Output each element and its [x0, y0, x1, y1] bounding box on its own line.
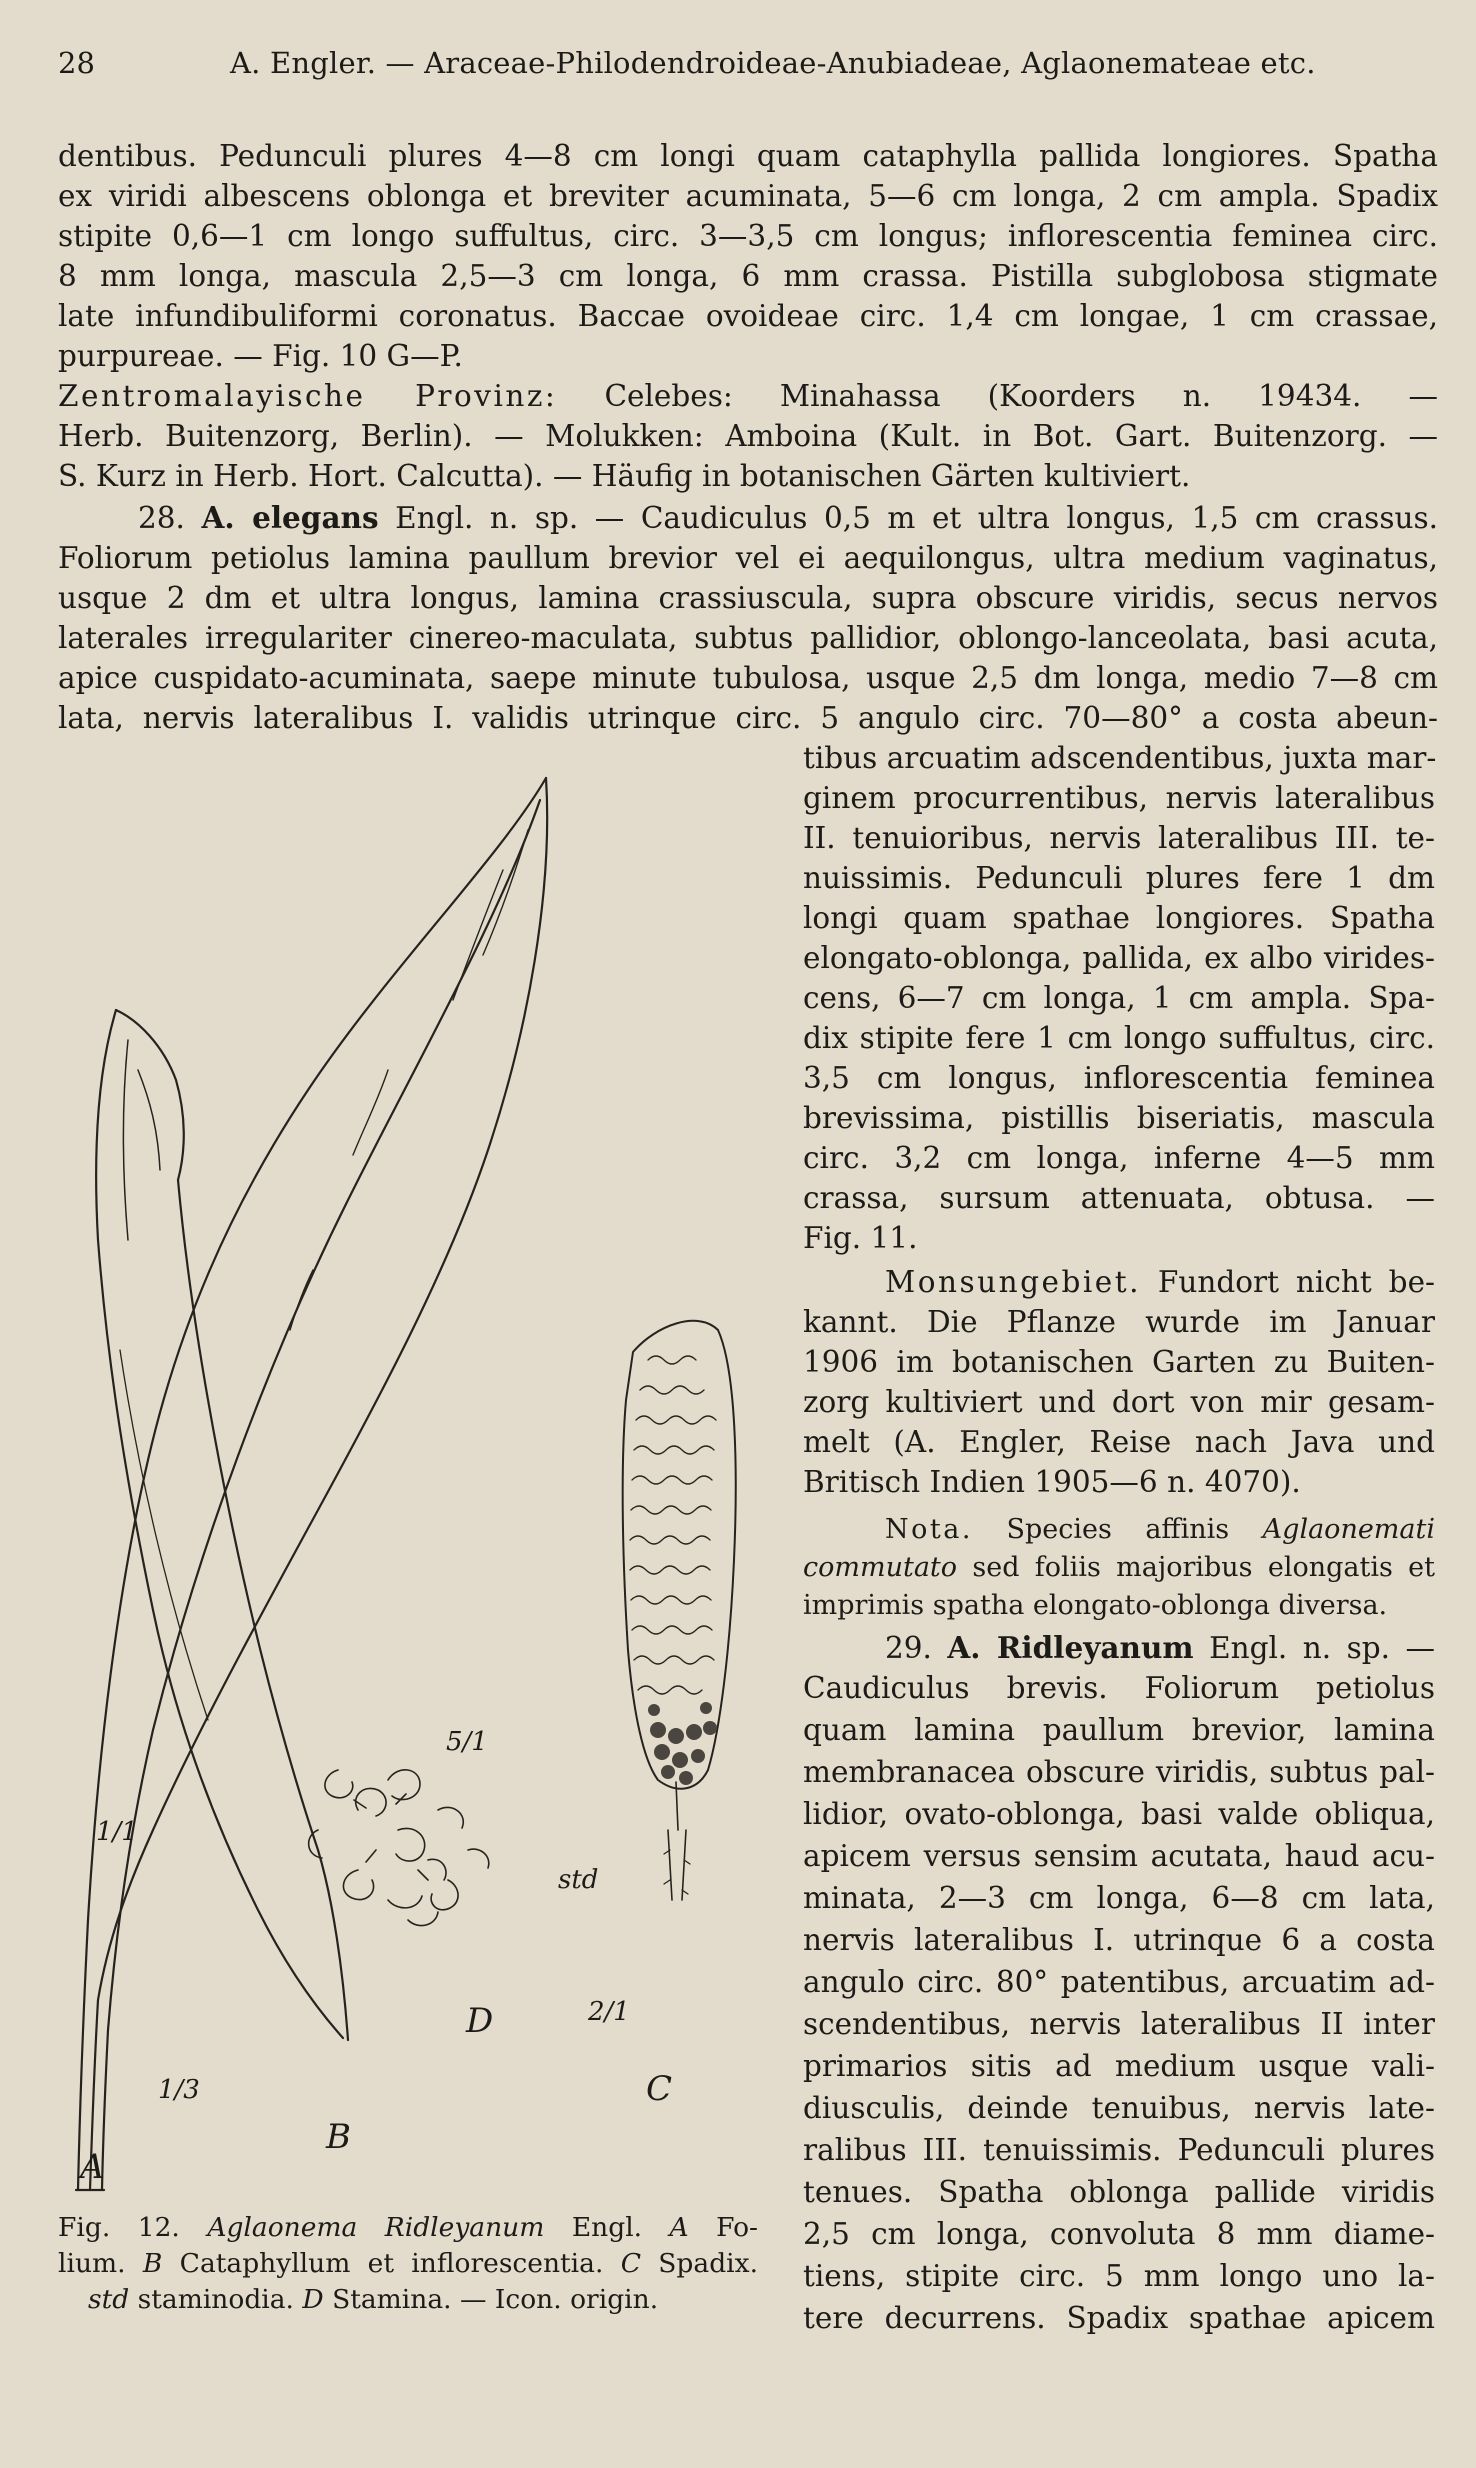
species-name: A. Ridleyanum [947, 1630, 1194, 1665]
botanical-illustration [58, 770, 773, 2210]
text-line: 3,5 cm longus, inflorescentia feminea [803, 1061, 1435, 1095]
species-heading-line [803, 1628, 1435, 1668]
figure-scale-2-1: 2/1 [588, 1997, 630, 2027]
text-line: lidior, ovato-oblonga, basi valde obliqua, [803, 1797, 1435, 1831]
distribution-line: Herb. Buitenzorg, Berlin). — Molukken: Amboina (Kult. in Bot. Gart. Buitenzorg. — [58, 419, 1438, 453]
species-heading-line [58, 498, 1438, 538]
figure-scale-5-1: 5/1 [446, 1727, 488, 1757]
text-line: membranacea obscure viridis, subtus pal- [803, 1755, 1435, 1789]
figure-scale-1-1: 1/1 [96, 1817, 138, 1847]
figure-caption-line [88, 2281, 758, 2318]
text-line: scendentibus, nervis lateralibus II inter [803, 2007, 1435, 2041]
text-line: purpureae. — Fig. 10 G—P. [58, 339, 463, 373]
nota-line: imprimis spatha elongato-oblonga diversa. [803, 1590, 1388, 1621]
running-header [58, 46, 1438, 90]
text-line: nuissimis. Pedunculi plures fere 1 dm [803, 861, 1435, 895]
text-line: dix stipite fere 1 cm longo suffultus, circ. [803, 1021, 1435, 1055]
caption-text: staminodia. [129, 2284, 303, 2315]
text-line: usque 2 dm et ultra longus, lamina crassiuscula, supra obscure viridis, secus nervos [58, 581, 1438, 615]
text-line: crassa, sursum attenuata, obtusa. — [803, 1181, 1435, 1215]
text-line: laterales irregulariter cinereo-maculata, subtus pallidior, oblongo-lanceolata, basi acuta, [58, 621, 1438, 655]
text-line: lata, nervis lateralibus I. validis utrinque circ. 5 angulo circ. 70—80° a costa abeun- [58, 701, 1438, 735]
distribution-text: Fundort nicht be- [1140, 1265, 1435, 1299]
text-line: angulo circ. 80° patentibus, arcuatim ad- [803, 1965, 1435, 1999]
text-line: ex viridi albescens oblonga et breviter acuminata, 5—6 cm longa, 2 cm ampla. Spadix [58, 179, 1438, 213]
figure-label-a: A [80, 2147, 105, 2187]
text-line: stipite 0,6—1 cm longo suffultus, circ. 3—3,5 cm longus; inflorescentia feminea circ. [58, 219, 1438, 253]
province-heading: Zentromalayische Provinz: [58, 379, 558, 413]
text-line: apice cuspidato-acuminata, saepe minute tubulosa, usque 2,5 dm longa, medio 7—8 cm [58, 661, 1438, 695]
text-line: apicem versus sensim acutata, haud acu- [803, 1839, 1435, 1873]
caption-text: Engl. [544, 2212, 670, 2243]
text-line: primarios sitis ad medium usque vali- [803, 2049, 1435, 2083]
text-line: brevissima, pistillis biseriatis, mascula [803, 1101, 1435, 1135]
text-line: quam lamina paullum brevior, lamina [803, 1713, 1435, 1747]
caption-text: Fig. 12. [58, 2212, 208, 2243]
nota-line [803, 1510, 1435, 1550]
species-number: 29. [885, 1631, 932, 1665]
figure-caption-line [58, 2209, 758, 2246]
stamens-drawing-d [309, 1770, 489, 1926]
region-heading: Monsungebiet. [885, 1265, 1141, 1299]
running-title: A. Engler. — Araceae-Philodendroideae-Anubiadeae, Aglaonemateae etc. [230, 46, 1316, 80]
text-line: ginem procurrentibus, nervis lateralibus [803, 781, 1435, 815]
text-line: II. tenuioribus, nervis lateralibus III. te- [803, 821, 1435, 855]
taxon-name: Aglaonemati [1262, 1514, 1435, 1545]
species-name: A. elegans [201, 500, 379, 535]
text-line: cens, 6—7 cm longa, 1 cm ampla. Spa- [803, 981, 1435, 1015]
caption-letter: D [302, 2284, 324, 2315]
text-line: minata, 2—3 cm longa, 6—8 cm lata, [803, 1881, 1435, 1915]
text-line: diusculis, deinde tenuibus, nervis late- [803, 2091, 1435, 2125]
text-line: elongato-oblonga, pallida, ex albo virides- [803, 941, 1435, 975]
taxon-name: commutato [803, 1552, 958, 1583]
text-line: late infundibuliformi coronatus. Baccae ovoideae circ. 1,4 cm longae, 1 cm crassae, [58, 299, 1438, 333]
figure-caption-line [58, 2245, 758, 2282]
caption-text: lium. [58, 2248, 143, 2279]
caption-letter: B [142, 2248, 163, 2279]
distribution-text: Celebes: Minahassa (Koorders n. 19434. — [557, 379, 1438, 413]
caption-letter: A [669, 2212, 689, 2243]
leaf-drawing-a [76, 778, 547, 2190]
text-line: zorg kultiviert und dort von mir gesam- [803, 1385, 1435, 1419]
text-line: Foliorum petiolus lamina paullum brevior vel ei aequilongus, ultra medium vaginatus, [58, 541, 1438, 575]
text-line: nervis lateralibus I. utrinque 6 a costa [803, 1923, 1435, 1957]
caption-letter: C [620, 2248, 641, 2279]
text-line: 8 mm longa, mascula 2,5—3 cm longa, 6 mm crassa. Pistilla subglobosa stigmate [58, 259, 1438, 293]
text-line: tibus arcuatim adscendentibus, juxta mar- [803, 741, 1437, 775]
text-line: 1906 im botanischen Garten zu Buiten- [803, 1345, 1435, 1379]
caption-text: Spadix. [640, 2248, 759, 2279]
page-number: 28 [58, 46, 95, 80]
caption-text: Fo- [688, 2212, 758, 2243]
text-line: circ. 3,2 cm longa, inferne 4—5 mm [803, 1141, 1435, 1175]
distribution-line: S. Kurz in Herb. Hort. Calcutta). — Häufig in botanischen Gärten kultiviert. [58, 459, 1191, 493]
text-line: Britisch Indien 1905—6 n. 4070). [803, 1465, 1301, 1499]
text-line: tenues. Spatha oblonga pallide viridis [803, 2175, 1435, 2209]
text-line: Fig. 11. [803, 1221, 918, 1255]
figure-label-d: D [466, 2001, 494, 2041]
text-line: tere decurrens. Spadix spathae apicem [803, 2301, 1435, 2335]
text-line: longi quam spathae longiores. Spatha [803, 901, 1435, 935]
nota-line [803, 1548, 1435, 1588]
species-text: Engl. n. sp. — Caudiculus 0,5 m et ultra longus, 1,5 cm crassus. [378, 501, 1438, 535]
text-line: melt (A. Engler, Reise nach Java und [803, 1425, 1435, 1459]
nota-text: Species affinis [972, 1514, 1263, 1545]
text-line: tiens, stipite circ. 5 mm longo uno la- [803, 2259, 1435, 2293]
caption-text: Cataphyllum et inflorescentia. [162, 2248, 621, 2279]
distribution-line [803, 1262, 1435, 1302]
figure-scale-1-3: 1/3 [158, 2075, 200, 2105]
text-line: Caudiculus brevis. Foliorum petiolus [803, 1671, 1435, 1705]
caption-letter: std [88, 2284, 130, 2315]
figure-label-b: B [326, 2117, 351, 2157]
figure-label-std: std [558, 1865, 599, 1895]
text-line: 2,5 cm longa, convoluta 8 mm diame- [803, 2217, 1435, 2251]
text-line: kannt. Die Pflanze wurde im Januar [803, 1305, 1435, 1339]
text-line: dentibus. Pedunculi plures 4—8 cm longi quam cataphylla pallida longiores. Spatha [58, 139, 1438, 173]
text-line: ralibus III. tenuissimis. Pedunculi plures [803, 2133, 1435, 2167]
figure-label-c: C [646, 2069, 673, 2109]
caption-text: Stamina. — Icon. origin. [323, 2284, 659, 2315]
distribution-line [58, 376, 1438, 416]
caption-taxon: Aglaonema Ridleyanum [207, 2212, 545, 2243]
nota-heading: Nota. [885, 1514, 973, 1545]
spadix-drawing-c [623, 1321, 736, 1900]
species-number: 28. [138, 501, 185, 535]
species-text: Engl. n. sp. — [1193, 1631, 1435, 1665]
nota-text: sed foliis majoribus elongatis et [957, 1552, 1435, 1583]
